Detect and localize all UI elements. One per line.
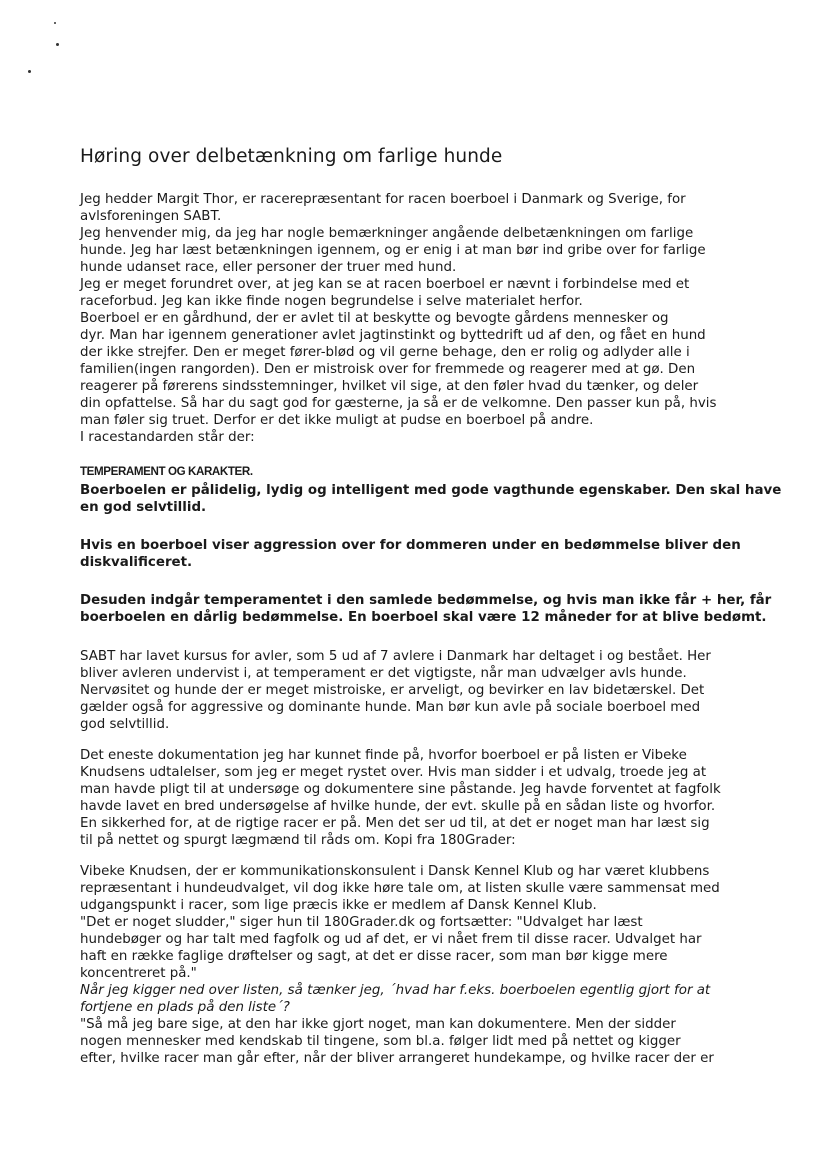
text-line: I racestandarden står der: bbox=[80, 430, 255, 445]
text-line: raceforbud. Jeg kan ikke finde nogen begrundelse i selve materialet herfor. bbox=[80, 294, 583, 309]
standard-paragraph-1 bbox=[80, 482, 782, 516]
text-line: udgangspunkt i racer, som lige præcis ikke er medlem af Dansk Kennel Klub. bbox=[80, 898, 597, 913]
text-line: "Så må jeg bare sige, at den har ikke gjort noget, man kan dokumentere. Men der sidder bbox=[80, 1017, 676, 1032]
standard-paragraph-3 bbox=[80, 592, 772, 626]
text-line: familien(ingen rangorden). Den er mistroisk over for fremmede og reagerer med at gø. Den bbox=[80, 362, 696, 377]
documentation-paragraph bbox=[80, 747, 760, 849]
text-line: koncentreret på." bbox=[80, 966, 197, 981]
text-line: man havde pligt til at undersøge og dokumentere sine påstande. Jeg havde forventet at fagfolk bbox=[80, 782, 721, 797]
text-line: Det eneste dokumentation jeg har kunnet finde på, hvorfor boerboel er på listen er Vibeke bbox=[80, 748, 687, 763]
text-line: hunde. Jeg har læst betænkningen igennem, og er enig i at man bør ind gribe over for farlige bbox=[80, 243, 706, 258]
text-line: Hvis en boerboel viser aggression over for dommeren under en bedømmelse bliver den bbox=[80, 538, 741, 553]
text-line: "Det er noget sludder," siger hun til 180Grader.dk og fortsætter: "Udvalget har læst bbox=[80, 915, 643, 930]
text-line: nogen mennesker med kendskab til tingene, som bl.a. følger lidt med på nettet og kigger bbox=[80, 1034, 681, 1049]
text-line: til på nettet og spurgt lægmænd til råds om. Kopi fra 180Grader: bbox=[80, 833, 516, 848]
text-line: Desuden indgår temperamentet i den samlede bedømmelse, og hvis man ikke får + her, får bbox=[80, 593, 772, 608]
text-line: SABT har lavet kursus for avler, som 5 ud af 7 avlere i Danmark har deltaget i og bestået. Her bbox=[80, 649, 711, 664]
standard-section bbox=[80, 464, 760, 479]
text-line: hundebøger og har talt med fagfolk og ud af det, er vi nået frem til disse racer. Udvalget har bbox=[80, 932, 702, 947]
text-line: haft en række faglige drøftelser og sagt, at det er disse racer, som man bør kigge mere bbox=[80, 949, 668, 964]
text-line: hunde udanset race, eller personer der truer med hund. bbox=[80, 260, 457, 275]
text-line: Nervøsitet og hunde der er meget mistroiske, er arveligt, og bevirker en lav bidetærskel. Det bbox=[80, 683, 705, 698]
quote-paragraph bbox=[80, 863, 760, 982]
scan-speck bbox=[28, 70, 31, 73]
text-line: avlsforeningen SABT. bbox=[80, 209, 222, 224]
text-line: man føler sig truet. Derfor er det ikke muligt at pudse en boerboel på andre. bbox=[80, 413, 594, 428]
text-line: repræsentant i hundeudvalget, vil dog ikke høre tale om, at listen skulle være sammensat med bbox=[80, 881, 720, 896]
text-line: fortjene en plads på den liste´? bbox=[80, 1000, 290, 1015]
text-line: Jeg henvender mig, da jeg har nogle bemærkninger angående delbetænkningen om farlige bbox=[80, 226, 694, 241]
text-line: Vibeke Knudsen, der er kommunikationskonsulent i Dansk Kennel Klub og har været klubbens bbox=[80, 864, 710, 879]
text-line: Jeg er meget forundret over, at jeg kan se at racen boerboel er nævnt i forbindelse med et bbox=[80, 277, 690, 292]
text-line: boerboelen en dårlig bedømmelse. En boerboel skal være 12 måneder for at blive bedømt. bbox=[80, 610, 767, 625]
text-line: efter, hvilke racer man går efter, når der bliver arrangeret hundekampe, og hvilke racer der er bbox=[80, 1051, 714, 1066]
scan-speck bbox=[54, 22, 56, 24]
closing-paragraph bbox=[80, 1016, 760, 1067]
intro-paragraph bbox=[80, 191, 760, 446]
text-line: Når jeg kigger ned over listen, så tænker jeg, ´hvad har f.eks. boerboelen egentlig gjort for at bbox=[80, 983, 711, 998]
text-line: diskvalificeret. bbox=[80, 555, 193, 570]
text-line: Boerboel er en gårdhund, der er avlet til at beskytte og bevogte gårdens mennesker og bbox=[80, 311, 669, 326]
text-line: Knudsens udtalelser, som jeg er meget rystet over. Hvis man sidder i et udvalg, troede jeg at bbox=[80, 765, 707, 780]
standard-heading: TEMPERAMENT OG KARAKTER. bbox=[80, 465, 253, 478]
text-line: Jeg hedder Margit Thor, er racerepræsentant for racen boerboel i Danmark og Sverige, for bbox=[80, 192, 686, 207]
italic-paragraph bbox=[80, 982, 760, 1016]
text-line: bliver avleren undervist i, at temperament er det vigtigste, når man udvælger avls hunde. bbox=[80, 666, 687, 681]
text-line: Boerboelen er pålidelig, lydig og intelligent med gode vagthunde egenskaber. Den skal have bbox=[80, 483, 782, 498]
document-title: Høring over delbetænkning om farlige hunde bbox=[80, 146, 503, 167]
text-line: god selvtillid. bbox=[80, 717, 170, 732]
text-line: havde lavet en bred undersøgelse af hvilke hunde, der evt. skulle på en sådan liste og hvorfor. bbox=[80, 799, 716, 814]
standard-paragraph-2 bbox=[80, 537, 760, 571]
scan-speck bbox=[56, 43, 59, 46]
sabt-paragraph bbox=[80, 648, 760, 733]
text-line: din opfattelse. Så har du sagt god for gæsterne, ja så er de velkomne. Den passer kun på, hvis bbox=[80, 396, 717, 411]
text-line: En sikkerhed for, at de rigtige racer er på. Men det ser ud til, at det er noget man har læst sig bbox=[80, 816, 710, 831]
text-line: reagerer på førerens sindsstemninger, hvilket vil sige, at den føler hvad du tænker, og deler bbox=[80, 379, 699, 394]
text-line: en god selvtillid. bbox=[80, 500, 207, 515]
text-line: dyr. Man har igennem generationer avlet jagtinstinkt og byttedrift ud af den, og fået en hund bbox=[80, 328, 706, 343]
text-line: der ikke strejfer. Den er meget fører-blød og vil gerne behage, den er rolig og adlyder alle i bbox=[80, 345, 690, 360]
text-line: gælder også for aggressive og dominante hunde. Man bør kun avle på sociale boerboel med bbox=[80, 700, 701, 715]
